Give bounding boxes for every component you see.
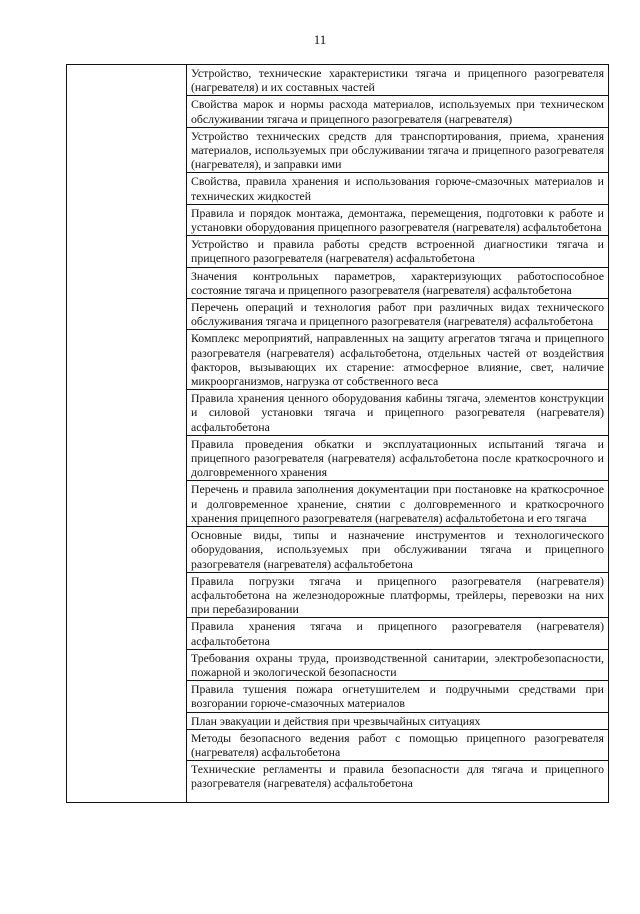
list-item: Правила и порядок монтажа, демонтажа, перемещения, подготовки к работе и установки оборудования прицепного разогревателя (нагревателя) асфальтобетона — [187, 204, 608, 235]
list-item: Устройство технических средств для транспортирования, приема, хранения материалов, используемых при обслуживании тягача и прицепного разогревателя (нагревателя), и заправки ими — [187, 127, 608, 173]
list-item: Устройство, технические характеристики тягача и прицепного разогревателя (нагревателя) и их составных частей — [191, 66, 604, 95]
list-item: Основные виды, типы и назначение инструментов и технологического оборудования, используемых при обслуживании тягача и прицепного разогревателя (нагревателя) асфальтобетона — [187, 526, 608, 572]
section-label-cell — [67, 65, 187, 803]
list-item: Технические регламенты и правила безопасности для тягача и прицепного разогревателя (нагревателя) асфальтобетона — [187, 760, 608, 791]
list-item: Свойства марок и нормы расхода материалов, используемых при техническом обслуживании тягача и прицепного разогревателя (нагревателя) — [187, 95, 608, 126]
list-item: Комплекс мероприятий, направленных на защиту агрегатов тягача и прицепного разогревателя (нагревателя) асфальтобетона, отдельных частей от воздействия факторов, вызывающих их старение: атмосферное влияние, свет, наличие микроорганизмов, нагрузка от собственного веса — [187, 329, 608, 389]
list-item: Методы безопасного ведения работ с помощью прицепного разогревателя (нагревателя) асфальтобетона — [187, 729, 608, 760]
list-item: Устройство и правила работы средств встроенной диагностики тягача и прицепного разогревателя (нагревателя) асфальтобетона — [187, 235, 608, 266]
cell-bottom-space — [187, 792, 608, 802]
table-row — [67, 65, 609, 803]
list-item: Перечень и правила заполнения документации при постановке на краткосрочное и долговременное хранение, снятии с долговременного и краткосрочного хранения прицепного разогревателя (нагревателя) асфальтобетона и его тягача — [187, 480, 608, 526]
list-item: Свойства, правила хранения и использования горюче-смазочных материалов и технических жидкостей — [187, 172, 608, 203]
list-item: Правила хранения тягача и прицепного разогревателя (нагревателя) асфальтобетона — [187, 617, 608, 648]
list-item: Правила проведения обкатки и эксплуатационных испытаний тягача и прицепного разогревателя (нагревателя) асфальтобетона после краткосрочного и долговременного хранения — [187, 435, 608, 481]
page-number: 11 — [313, 32, 327, 47]
list-item: Правила тушения пожара огнетушителем и подручными средствами при возгорании горюче-смазочных материалов — [187, 680, 608, 711]
requirements-cell — [187, 65, 609, 803]
list-item: Правила хранения ценного оборудования кабины тягача, элементов конструкции и силовой установки тягача и прицепного разогревателя (нагревателя) асфальтобетона — [187, 389, 608, 435]
list-item: План эвакуации и действия при чрезвычайных ситуациях — [187, 712, 608, 729]
list-item: Правила погрузки тягача и прицепного разогревателя (нагревателя) асфальтобетона на железнодорожные платформы, трейлеры, перевозки на них при перебазировании — [187, 572, 608, 618]
knowledge-table — [66, 64, 609, 803]
list-item: Значения контрольных параметров, характеризующих работоспособное состояние тягача и прицепного разогревателя (нагревателя) асфальтобетона — [187, 267, 608, 298]
list-item: Требования охраны труда, производственной санитарии, электробезопасности, пожарной и экологической безопасности — [187, 649, 608, 680]
list-item: Перечень операций и технология работ при различных видах технического обслуживания тягача и прицепного разогревателя (нагревателя) асфальтобетона — [187, 298, 608, 329]
